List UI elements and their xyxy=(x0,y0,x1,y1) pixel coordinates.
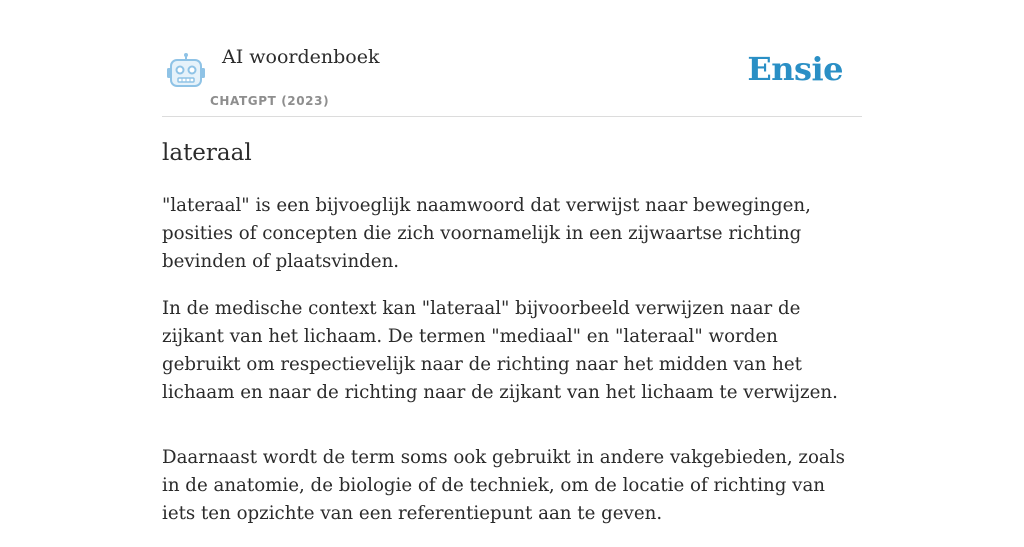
dictionary-name-link[interactable]: AI woordenboek xyxy=(222,46,380,68)
definition-paragraph: Daarnaast wordt de term soms ook gebruikt in andere vakgebieden, zoals in de anatomie, de biologie of de techniek, om de locatie of richting van iets ten opzichte van een referentiepunt aan te geven. xyxy=(162,447,845,524)
dictionary-header xyxy=(162,40,862,117)
definition-paragraph: In de medische context kan "lateraal" bijvoorbeeld verwijzen naar de zijkant van het lichaam. De termen "mediaal" en "lateraal" worden gebruikt om respectievelijk naar de richting naar het midden van het lichaam en naar de richting naar de zijkant van het lichaam te verwijzen. xyxy=(162,298,838,403)
source-label: CHATGPT (2023) xyxy=(210,94,330,108)
ensie-logo[interactable]: Ensie xyxy=(747,50,843,88)
definition-paragraph: "lateraal" is een bijvoeglijk naamwoord dat verwijst naar bewegingen, posities of concepten die zich voornamelijk in een zijwaartse richting bevinden of plaatsvinden. xyxy=(162,195,811,272)
entry-definition xyxy=(162,192,862,547)
entry-term: lateraal xyxy=(162,140,252,166)
robot-icon xyxy=(165,52,207,90)
